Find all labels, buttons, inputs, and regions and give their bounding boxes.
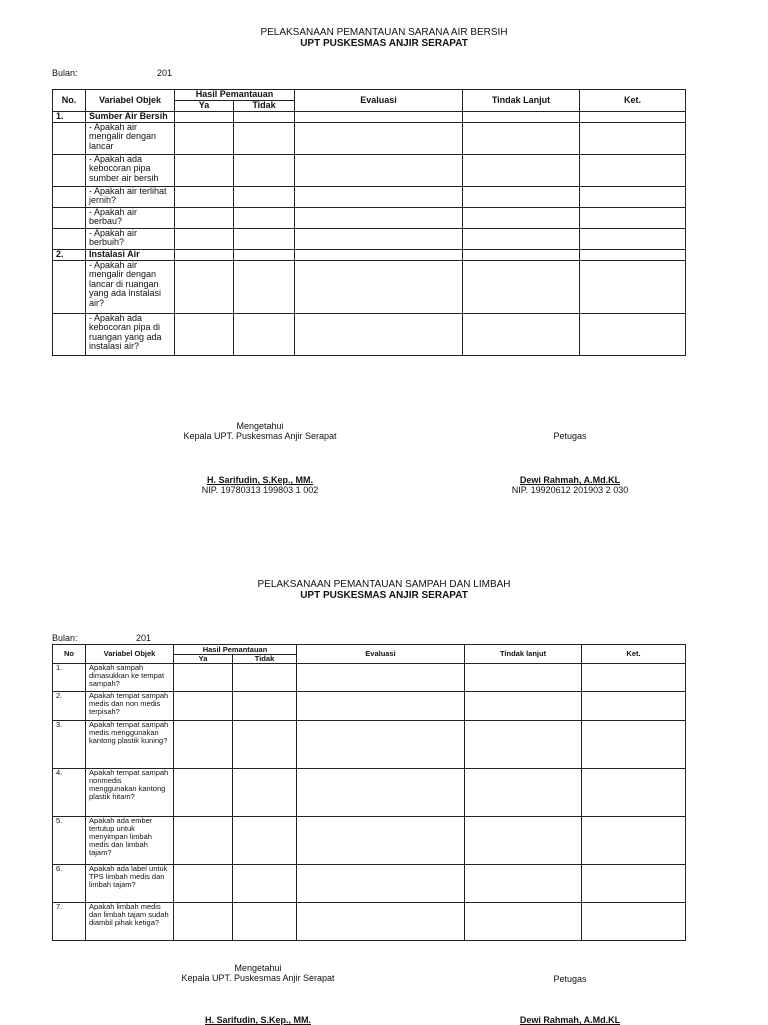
head-title: Kepala UPT. Puskesmas Anjir Serapat: [181, 973, 335, 983]
cell-ket[interactable]: [580, 207, 686, 228]
cell-tidak[interactable]: [233, 769, 297, 817]
cell-evaluasi[interactable]: [297, 865, 465, 903]
head-name: H. Sarifudin, S.Kep., MM.: [206, 475, 313, 485]
doc1-title-line1: PELAKSANAAN PEMANTAUAN SARANA AIR BERSIH: [260, 27, 508, 38]
cell-tidak[interactable]: [233, 865, 297, 903]
row-number: 1.: [53, 664, 86, 692]
item-text: Apakah sampah dimasukkan ke tempat sampah?: [86, 664, 174, 692]
table-row: [53, 154, 686, 186]
doc2-bulan-value: 201: [136, 633, 152, 643]
cell-tindak-lanjut[interactable]: [465, 903, 582, 941]
cell-ket[interactable]: [582, 817, 686, 865]
item-text: Apakah tempat sampah medis menggunakan kantong plastik kuning?: [86, 721, 174, 769]
doc1-signature-left: [160, 421, 360, 441]
row-number: 3.: [53, 721, 86, 769]
cell-tidak[interactable]: [233, 817, 297, 865]
col-header-evaluasi: Evaluasi: [297, 645, 465, 664]
cell-tidak[interactable]: [234, 154, 295, 186]
cell-evaluasi[interactable]: [297, 664, 465, 692]
cell-tidak[interactable]: [234, 228, 295, 249]
col-header-tidak: Tidak: [234, 101, 295, 112]
item-text: - Apakah ada kebocoran pipa di ruangan yang ada instalasi air?: [86, 313, 175, 355]
doc2-title: [0, 579, 768, 601]
cell-tindak-lanjut[interactable]: [463, 122, 580, 154]
item-text: - Apakah air mengalir dengan lancar di ruangan yang ada instalasi air?: [86, 260, 175, 313]
cell-tidak[interactable]: [234, 186, 295, 207]
cell-ket[interactable]: [580, 122, 686, 154]
col-header-no: No: [53, 645, 86, 664]
row-number: 4.: [53, 769, 86, 817]
cell-ya[interactable]: [174, 664, 233, 692]
doc2-title-line1: PELAKSANAAN PEMANTAUAN SAMPAH DAN LIMBAH: [257, 579, 511, 590]
cell-tindak-lanjut[interactable]: [463, 186, 580, 207]
table-row: [53, 769, 686, 817]
mengetahui-label: Mengetahui: [234, 963, 282, 973]
cell-tidak[interactable]: [234, 313, 295, 355]
petugas-label: Petugas: [553, 431, 587, 441]
item-text: - Apakah air mengalir dengan lancar: [86, 122, 175, 154]
cell-tindak-lanjut[interactable]: [465, 721, 582, 769]
cell-ket[interactable]: [580, 260, 686, 313]
cell-tindak-lanjut[interactable]: [463, 228, 580, 249]
cell-ya[interactable]: [174, 903, 233, 941]
col-header-tindak-lanjut: Tindak Lanjut: [463, 90, 580, 112]
cell-evaluasi[interactable]: [295, 122, 463, 154]
petugas-label: Petugas: [553, 974, 587, 984]
table-row: [53, 664, 686, 692]
cell-evaluasi[interactable]: [297, 692, 465, 721]
officer-name: Dewi Rahmah, A.Md.KL: [519, 475, 621, 485]
cell-tindak-lanjut[interactable]: [465, 692, 582, 721]
mengetahui-label: Mengetahui: [236, 421, 284, 431]
cell-ya[interactable]: [175, 228, 234, 249]
table-row: [53, 313, 686, 355]
doc1-bulan-label: Bulan:: [52, 68, 78, 78]
cell-ya[interactable]: [175, 260, 234, 313]
col-header-ya: Ya: [174, 655, 233, 664]
cell-ya[interactable]: [174, 769, 233, 817]
cell-tindak-lanjut[interactable]: [465, 769, 582, 817]
doc2-title-line2: UPT PUSKESMAS ANJIR SERAPAT: [300, 590, 468, 601]
cell-evaluasi[interactable]: [295, 313, 463, 355]
item-text: Apakah tempat sampah nonmedis menggunakan kantong plastik hitam?: [86, 769, 174, 817]
cell-evaluasi[interactable]: [295, 186, 463, 207]
cell-ket[interactable]: [582, 692, 686, 721]
table-row: [53, 721, 686, 769]
col-header-ket: Ket.: [580, 90, 686, 112]
cell-tidak[interactable]: [234, 207, 295, 228]
doc2-monitoring-table: [52, 644, 686, 941]
head-nip: NIP. 19780313 199803 1 002: [201, 485, 319, 495]
doc1-signature-right-name: [470, 475, 670, 495]
doc1-monitoring-table: [52, 89, 686, 356]
cell-tindak-lanjut[interactable]: [463, 207, 580, 228]
head-title: Kepala UPT. Puskesmas Anjir Serapat: [183, 431, 337, 441]
cell-ket[interactable]: [582, 769, 686, 817]
table-row: [53, 207, 686, 228]
col-header-tindak-lanjut: Tindak lanjut: [465, 645, 582, 664]
section-title: Instalasi Air: [86, 249, 175, 260]
cell-evaluasi[interactable]: [295, 260, 463, 313]
section-row: [53, 111, 686, 122]
cell-ket[interactable]: [582, 664, 686, 692]
cell-tindak-lanjut[interactable]: [463, 313, 580, 355]
doc1-bulan-value: 201: [157, 68, 173, 78]
cell-evaluasi[interactable]: [295, 207, 463, 228]
cell-tindak-lanjut[interactable]: [463, 154, 580, 186]
col-header-ket: Ket.: [582, 645, 686, 664]
cell-tindak-lanjut[interactable]: [465, 664, 582, 692]
cell-ya[interactable]: [175, 154, 234, 186]
item-text: Apakah limbah medis dan limbah tajam sudah diambil pihak ketiga?: [86, 903, 174, 941]
cell-ket[interactable]: [580, 313, 686, 355]
cell-tindak-lanjut[interactable]: [463, 260, 580, 313]
cell-ket[interactable]: [582, 721, 686, 769]
cell-evaluasi[interactable]: [297, 721, 465, 769]
cell-evaluasi[interactable]: [297, 817, 465, 865]
cell-tindak-lanjut[interactable]: [465, 817, 582, 865]
officer-nip: NIP. 19920612 201903 2 030: [511, 485, 629, 495]
table-row: [53, 122, 686, 154]
cell-ya[interactable]: [174, 692, 233, 721]
cell-evaluasi[interactable]: [295, 228, 463, 249]
cell-tidak[interactable]: [233, 692, 297, 721]
head-name: H. Sarifudin, S.Kep., MM.: [204, 1015, 311, 1025]
cell-ya[interactable]: [175, 122, 234, 154]
item-text: - Apakah air berbau?: [86, 207, 175, 228]
cell-ket[interactable]: [580, 154, 686, 186]
cell-ya[interactable]: [174, 721, 233, 769]
cell-ket[interactable]: [582, 903, 686, 941]
doc1-signature-left-name: [160, 475, 360, 495]
table-row: [53, 903, 686, 941]
cell-tidak[interactable]: [234, 122, 295, 154]
col-header-no: No.: [53, 90, 86, 112]
cell-tidak[interactable]: [234, 260, 295, 313]
cell-ya[interactable]: [175, 207, 234, 228]
section-row: [53, 249, 686, 260]
cell-ya[interactable]: [174, 865, 233, 903]
doc1-title: [0, 27, 768, 49]
item-text: Apakah tempat sampah medis dan non medis terpisah?: [86, 692, 174, 721]
section-number: 1.: [53, 111, 86, 122]
section-number: 2.: [53, 249, 86, 260]
table-row: [53, 228, 686, 249]
item-text: Apakah ada ember tertutup untuk menyimpan limbah medis dan limbah tajam?: [86, 817, 174, 865]
item-text: Apakah ada label untuk TPS limbah medis dan limbah tajam?: [86, 865, 174, 903]
cell-evaluasi[interactable]: [297, 769, 465, 817]
table-row: [53, 692, 686, 721]
table-row: [53, 186, 686, 207]
col-header-variabel: Variabel Objek: [86, 645, 174, 664]
col-header-variabel: Variabel Objek: [86, 90, 175, 112]
col-header-tidak: Tidak: [233, 655, 297, 664]
col-header-hasil: Hasil Pemantauan: [174, 645, 297, 655]
cell-ya[interactable]: [175, 186, 234, 207]
table-row: [53, 260, 686, 313]
cell-ket[interactable]: [580, 186, 686, 207]
officer-name: Dewi Rahmah, A.Md.KL: [519, 1015, 621, 1025]
cell-tidak[interactable]: [233, 721, 297, 769]
row-number: 5.: [53, 817, 86, 865]
row-number: 6.: [53, 865, 86, 903]
cell-evaluasi[interactable]: [297, 903, 465, 941]
table-row: [53, 817, 686, 865]
cell-tindak-lanjut[interactable]: [465, 865, 582, 903]
col-header-hasil: Hasil Pemantauan: [175, 90, 295, 101]
item-text: - Apakah air terlihat jernih?: [86, 186, 175, 207]
col-header-evaluasi: Evaluasi: [295, 90, 463, 112]
row-number: 2.: [53, 692, 86, 721]
item-text: - Apakah ada kebocoran pipa sumber air bersih: [86, 154, 175, 186]
doc1-title-line2: UPT PUSKESMAS ANJIR SERAPAT: [300, 38, 468, 49]
item-text: - Apakah air berbuih?: [86, 228, 175, 249]
cell-ya[interactable]: [174, 817, 233, 865]
table-row: [53, 865, 686, 903]
cell-ya[interactable]: [175, 313, 234, 355]
cell-tidak[interactable]: [233, 903, 297, 941]
doc2-bulan-label: Bulan:: [52, 633, 78, 643]
cell-ket[interactable]: [582, 865, 686, 903]
doc2-signature-left: [158, 963, 358, 983]
cell-tidak[interactable]: [233, 664, 297, 692]
section-title: Sumber Air Bersih: [86, 111, 175, 122]
cell-evaluasi[interactable]: [295, 154, 463, 186]
col-header-ya: Ya: [175, 101, 234, 112]
cell-ket[interactable]: [580, 228, 686, 249]
row-number: 7.: [53, 903, 86, 941]
